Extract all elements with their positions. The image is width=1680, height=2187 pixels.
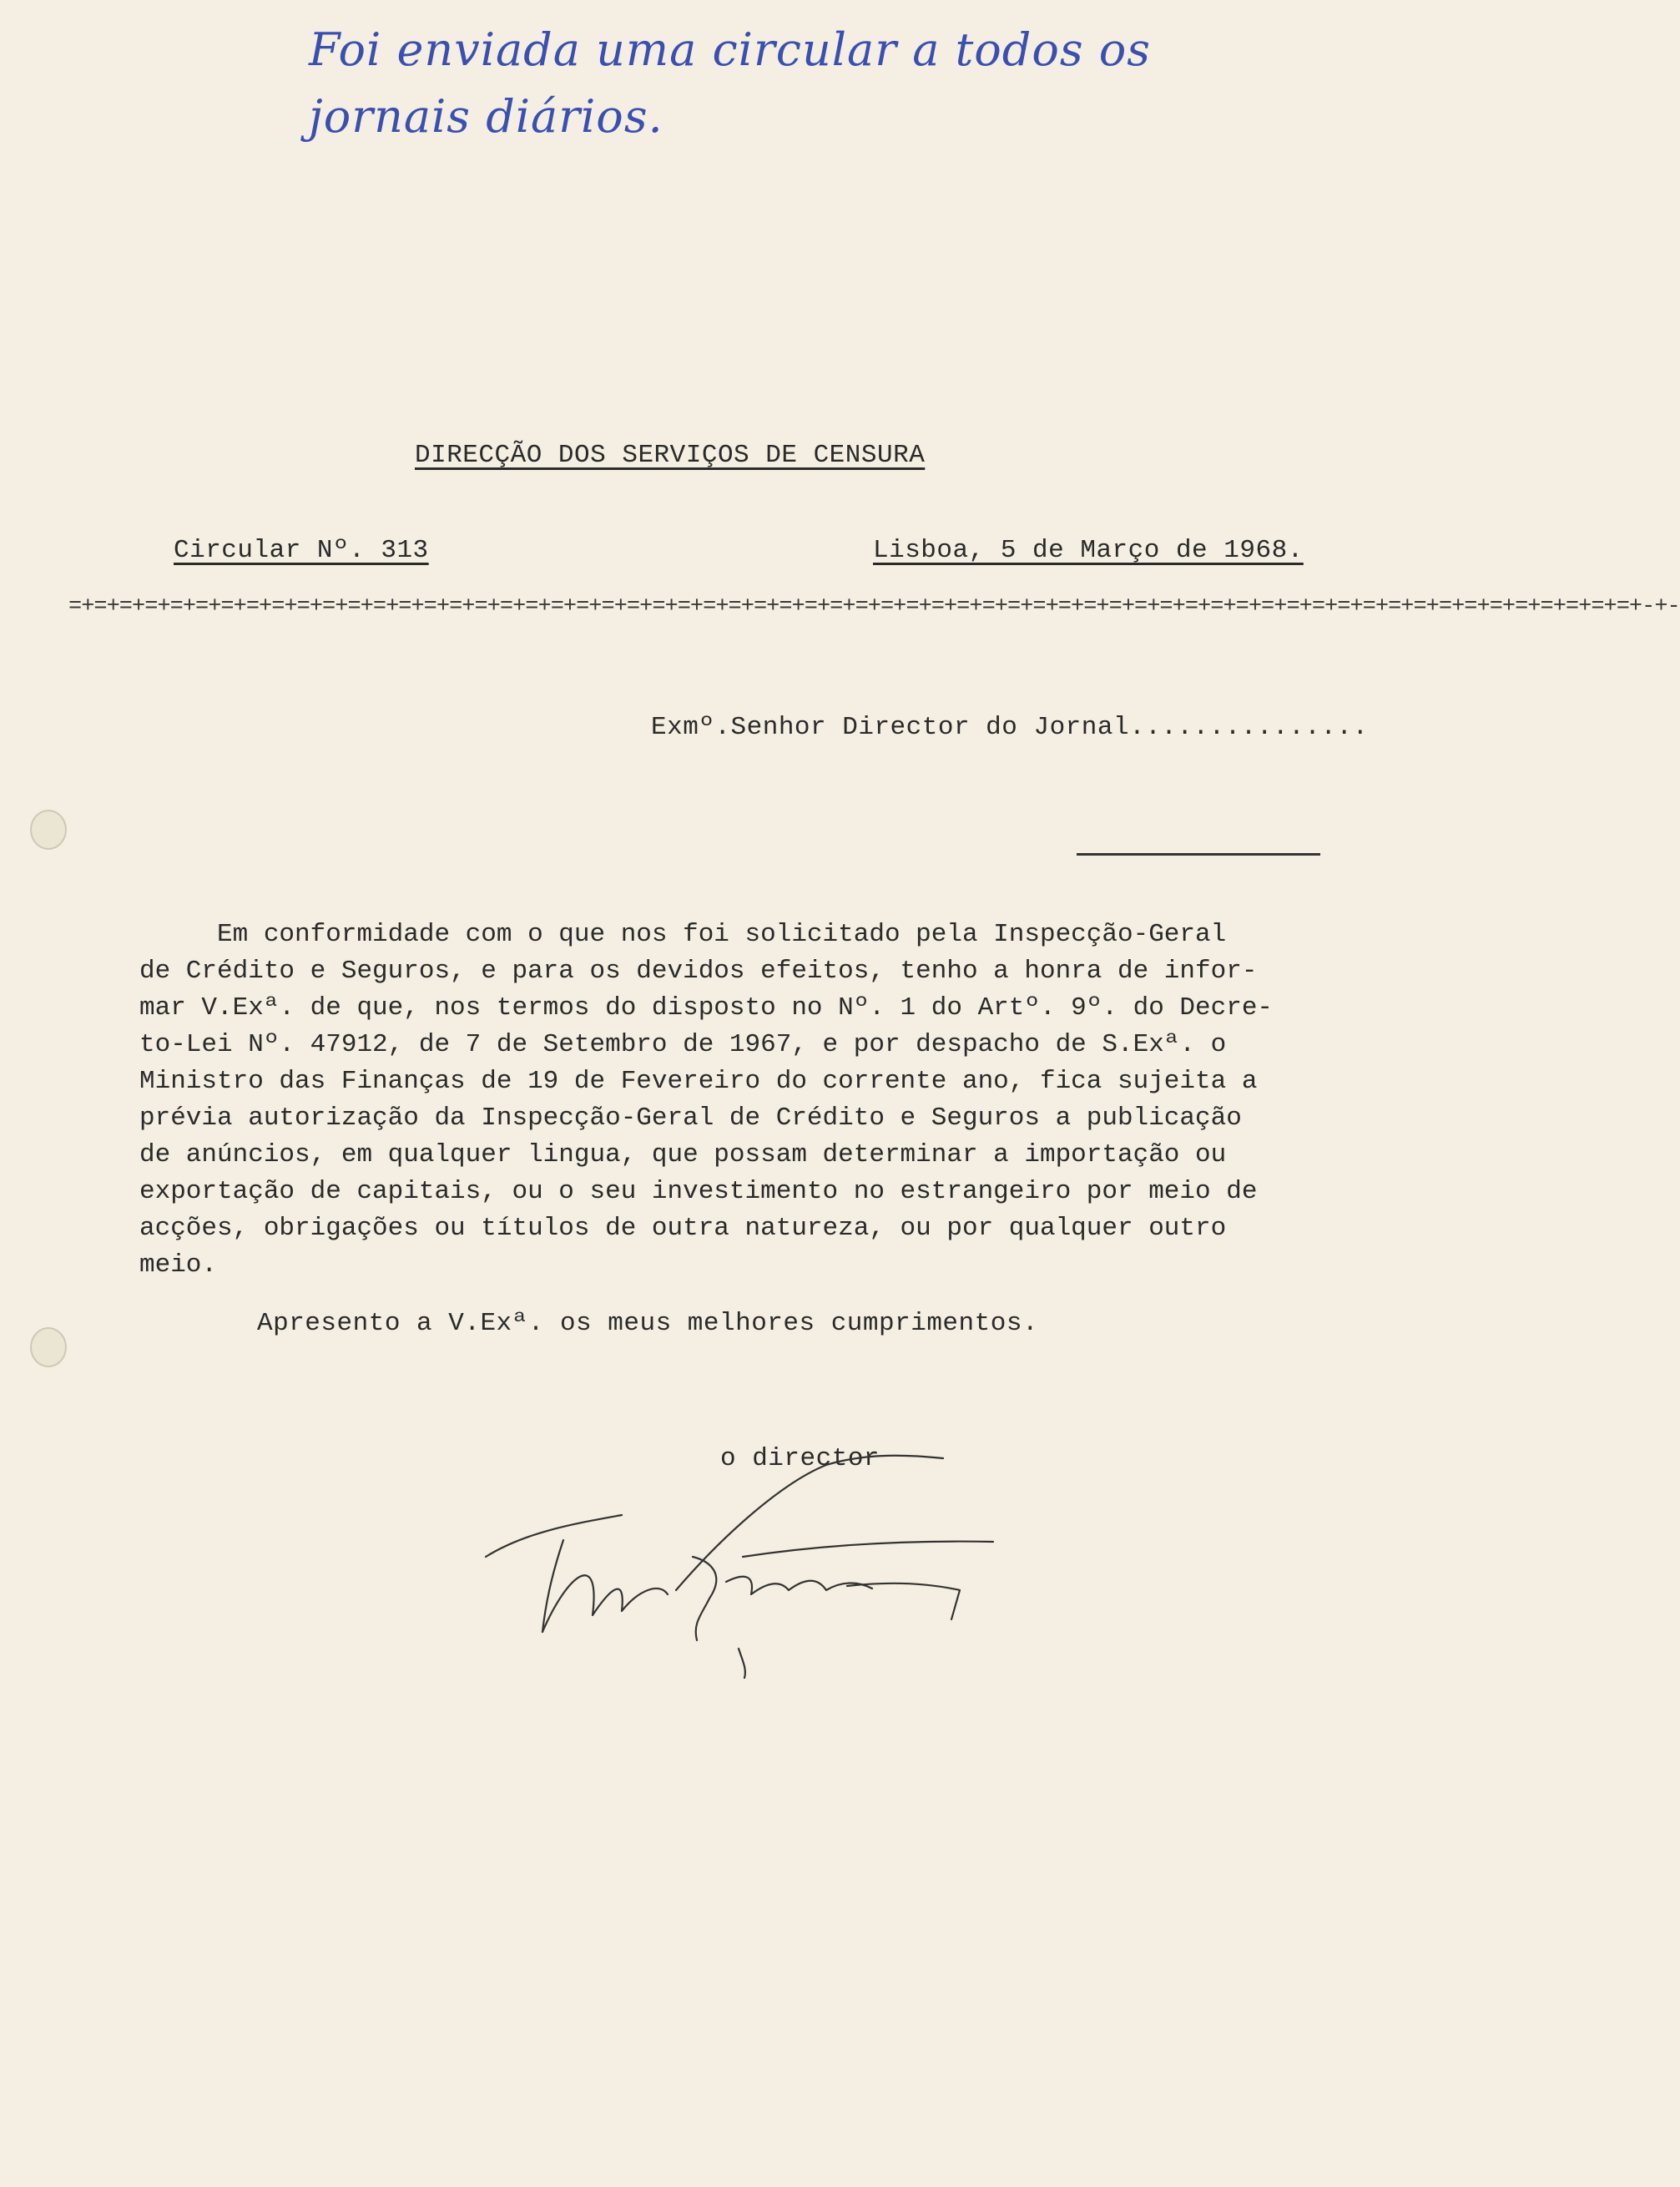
body-line: prévia autorização da Inspecção-Geral de Crédito e Seguros a publicação bbox=[139, 1104, 1242, 1133]
body-line: meio. bbox=[139, 1250, 218, 1280]
body-line: Em conformidade com o que nos foi solicitado pela Inspecção-Geral bbox=[139, 920, 1227, 949]
handwritten-signature bbox=[476, 1448, 1077, 1682]
document-heading: DIRECÇÃO DOS SERVIÇOS DE CENSURA bbox=[415, 441, 926, 470]
addressee: Exmº.Senhor Director do Jornal............... bbox=[651, 713, 1369, 742]
handwritten-note-line-1: Foi enviada uma circular a todos os bbox=[309, 23, 1151, 76]
closing-line: Apresento a V.Exª. os meus melhores cumprimentos. bbox=[257, 1309, 1039, 1338]
circular-number: Circular Nº. 313 bbox=[174, 536, 429, 565]
body-line: acções, obrigações ou títulos de outra natureza, ou por qualquer outro bbox=[139, 1214, 1227, 1243]
punch-hole bbox=[30, 1327, 67, 1367]
handwritten-note bbox=[309, 17, 1344, 150]
body-line: mar V.Exª. de que, nos termos do disposto no Nº. 1 do Artº. 9º. do Decre- bbox=[139, 993, 1274, 1023]
separator-line: =+=+=+=+=+=+=+=+=+=+=+=+=+=+=+=+=+=+=+=+=+=+=+=+=+=+=+=+=+=+=+=+=+=+=+=+=+=+=+=+=+=+=+=+=+=+=+=+=+=+=+=+=+=+=+=+=+=+=+=+=+=+-+- bbox=[68, 594, 1680, 619]
handwritten-note-line-2: jornais diários. bbox=[309, 90, 663, 143]
horizontal-rule bbox=[1077, 853, 1320, 856]
letter-body bbox=[139, 917, 1391, 1284]
body-line: to-Lei Nº. 47912, de 7 de Setembro de 1967, e por despacho de S.Exª. o bbox=[139, 1030, 1227, 1059]
body-line: de Crédito e Seguros, e para os devidos efeitos, tenho a honra de infor- bbox=[139, 957, 1258, 986]
body-line: exportação de capitais, ou o seu investimento no estrangeiro por meio de bbox=[139, 1177, 1258, 1206]
body-line: Ministro das Finanças de 19 de Fevereiro do corrente ano, fica sujeita a bbox=[139, 1067, 1258, 1096]
signer-title: o director bbox=[720, 1444, 880, 1473]
punch-hole bbox=[30, 810, 67, 850]
body-line: de anúncios, em qualquer lingua, que possam determinar a importação ou bbox=[139, 1140, 1227, 1169]
document-date: Lisboa, 5 de Março de 1968. bbox=[873, 536, 1304, 565]
